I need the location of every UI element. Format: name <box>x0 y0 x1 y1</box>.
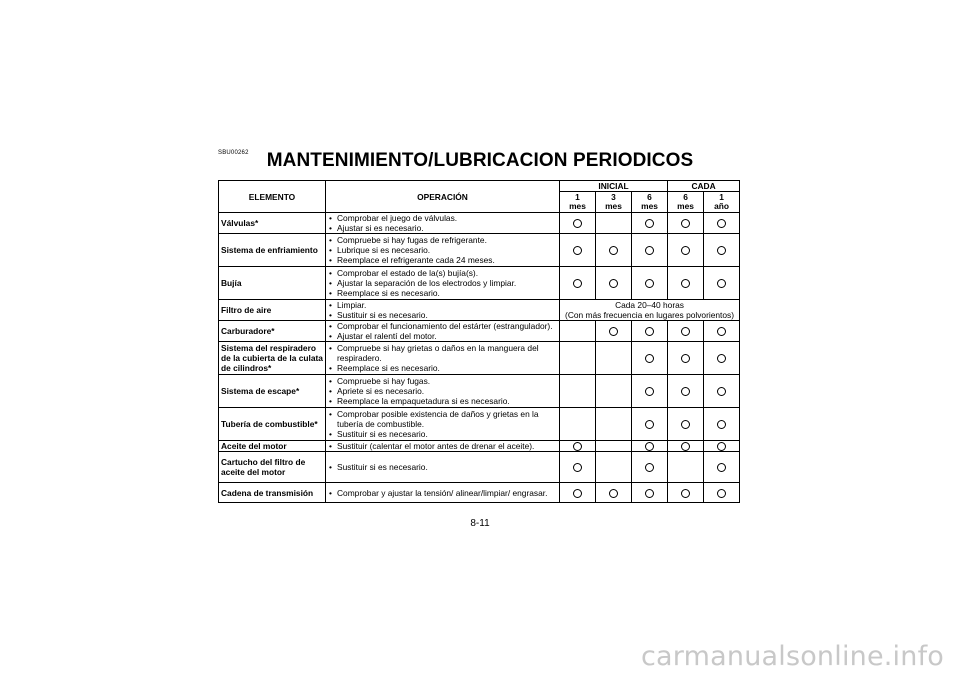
interval-cell <box>632 375 668 408</box>
element-cell: Carburadore* <box>219 321 326 342</box>
interval-cell <box>560 452 596 483</box>
circle-mark-icon <box>717 219 726 228</box>
circle-mark-icon <box>573 219 582 228</box>
circle-mark-icon <box>717 246 726 255</box>
operation-item: • Sustituir si es necesario. <box>328 462 559 472</box>
operation-item: • Sustituir (calentar el motor antes de drenar el aceite). <box>328 441 559 451</box>
operation-item: • Compruebe si hay fugas. <box>328 376 559 386</box>
interval-cell <box>668 321 704 342</box>
element-cell: Sistema del respiradero de la cubierta de la culata de cilindros* <box>219 342 326 375</box>
circle-mark-icon <box>717 279 726 288</box>
interval-cell <box>560 213 596 234</box>
interval-cell <box>560 234 596 267</box>
circle-mark-icon <box>681 387 690 396</box>
circle-mark-icon <box>645 327 654 336</box>
interval-note-line: (Con más frecuencia en lugares polvorientos) <box>565 310 735 320</box>
interval-cell <box>560 342 596 375</box>
page-title: MANTENIMIENTO/LUBRICACION PERIODICOS <box>266 150 694 171</box>
operation-cell <box>326 441 560 452</box>
circle-mark-icon <box>645 463 654 472</box>
operation-item: • Ajustar el ralentí del motor. <box>328 331 559 341</box>
operation-item: • Comprobar el juego de válvulas. <box>328 213 559 223</box>
interval-note-line: Cada 20–40 horas <box>615 300 684 310</box>
circle-mark-icon <box>645 489 654 498</box>
interval-cell <box>596 483 632 503</box>
interval-cell <box>668 408 704 441</box>
interval-cell <box>632 452 668 483</box>
operation-item: • Limpiar. <box>328 300 559 310</box>
interval-header: 1 año <box>704 192 740 213</box>
interval-cell <box>704 321 740 342</box>
circle-mark-icon <box>717 387 726 396</box>
operation-item: • Compruebe si hay grietas o daños en la manguera del respiradero. <box>328 343 559 363</box>
circle-mark-icon <box>609 279 618 288</box>
table-body <box>219 213 740 503</box>
operation-item: • Reemplace si es necesario. <box>328 363 559 373</box>
circle-mark-icon <box>645 387 654 396</box>
element-cell: Cartucho del filtro de aceite del motor <box>219 452 326 483</box>
interval-cell <box>560 483 596 503</box>
circle-mark-icon <box>645 420 654 429</box>
header-elemento: ELEMENTO <box>219 181 326 213</box>
circle-mark-icon <box>645 442 654 451</box>
circle-mark-icon <box>573 246 582 255</box>
interval-cell <box>704 342 740 375</box>
table-row <box>219 300 740 321</box>
table-row <box>219 213 740 234</box>
interval-cell <box>704 375 740 408</box>
table-row <box>219 375 740 408</box>
circle-mark-icon <box>609 327 618 336</box>
table-row <box>219 321 740 342</box>
watermark-text: carmanualsonline.info <box>641 641 944 672</box>
interval-cell <box>632 267 668 300</box>
interval-cell <box>704 213 740 234</box>
circle-mark-icon <box>717 354 726 363</box>
interval-cell <box>668 483 704 503</box>
interval-header: 6 mes <box>632 192 668 213</box>
operation-cell <box>326 213 560 234</box>
operation-item: • Ajustar la separación de los electrodos y limpiar. <box>328 278 559 288</box>
circle-mark-icon <box>609 489 618 498</box>
table-row <box>219 452 740 483</box>
header-cada: CADA <box>668 181 740 192</box>
operation-cell <box>326 342 560 375</box>
operation-item: • Comprobar el funcionamiento del estárter (estrangulador). <box>328 321 559 331</box>
operation-item: • Comprobar el estado de la(s) bujía(s). <box>328 268 559 278</box>
interval-cell <box>632 408 668 441</box>
interval-cell <box>632 234 668 267</box>
operation-item: • Compruebe si hay fugas de refrigerante. <box>328 235 559 245</box>
circle-mark-icon <box>681 489 690 498</box>
interval-header: 6 mes <box>668 192 704 213</box>
maintenance-table <box>218 180 740 503</box>
operation-cell <box>326 408 560 441</box>
interval-cell <box>560 375 596 408</box>
circle-mark-icon <box>573 489 582 498</box>
operation-cell <box>326 300 560 321</box>
interval-cell <box>704 267 740 300</box>
header-operacion: OPERACIÓN <box>326 181 560 213</box>
element-cell: Sistema de escape* <box>219 375 326 408</box>
interval-cell <box>668 213 704 234</box>
interval-cell <box>632 213 668 234</box>
interval-cell <box>560 267 596 300</box>
interval-cell <box>596 321 632 342</box>
interval-cell <box>596 234 632 267</box>
operation-item: • Reemplace el refrigerante cada 24 meses. <box>328 255 559 265</box>
interval-cell <box>704 234 740 267</box>
operation-cell <box>326 452 560 483</box>
element-cell: Válvulas* <box>219 213 326 234</box>
table-row <box>219 441 740 452</box>
interval-cell <box>596 342 632 375</box>
circle-mark-icon <box>717 327 726 336</box>
table-row <box>219 342 740 375</box>
interval-cell <box>704 452 740 483</box>
interval-cell <box>668 234 704 267</box>
operation-item: • Reemplace la empaquetadura si es necesario. <box>328 396 559 406</box>
circle-mark-icon <box>573 279 582 288</box>
interval-note <box>560 300 740 321</box>
page-number: 8-11 <box>470 518 490 529</box>
element-cell: Bujía <box>219 267 326 300</box>
operation-item: • Apriete si es necesario. <box>328 386 559 396</box>
interval-cell <box>560 321 596 342</box>
interval-cell <box>560 408 596 441</box>
circle-mark-icon <box>681 279 690 288</box>
circle-mark-icon <box>573 463 582 472</box>
circle-mark-icon <box>645 219 654 228</box>
circle-mark-icon <box>717 442 726 451</box>
operation-cell <box>326 321 560 342</box>
interval-header: 1 mes <box>560 192 596 213</box>
header-inicial: INICIAL <box>560 181 668 192</box>
operation-item: • Comprobar posible existencia de daños y grietas en la tubería de combustible. <box>328 409 559 429</box>
interval-cell <box>668 452 704 483</box>
circle-mark-icon <box>681 219 690 228</box>
table-row <box>219 267 740 300</box>
interval-cell <box>668 342 704 375</box>
interval-cell <box>596 375 632 408</box>
interval-cell <box>560 441 596 452</box>
operation-item: • Sustituir si es necesario. <box>328 310 559 320</box>
interval-cell <box>596 441 632 452</box>
interval-cell <box>704 441 740 452</box>
operation-item: • Lubrique si es necesario. <box>328 245 559 255</box>
circle-mark-icon <box>717 420 726 429</box>
interval-cell <box>704 408 740 441</box>
circle-mark-icon <box>717 489 726 498</box>
interval-header: 3 mes <box>596 192 632 213</box>
circle-mark-icon <box>681 327 690 336</box>
document-code: SBU00262 <box>218 150 249 156</box>
operation-item: • Sustituir si es necesario. <box>328 429 559 439</box>
element-cell: Tubería de combustible* <box>219 408 326 441</box>
element-cell: Filtro de aire <box>219 300 326 321</box>
interval-cell <box>668 375 704 408</box>
interval-cell <box>596 267 632 300</box>
interval-cell <box>632 441 668 452</box>
interval-cell <box>596 213 632 234</box>
circle-mark-icon <box>645 246 654 255</box>
element-cell: Aceite del motor <box>219 441 326 452</box>
interval-cell <box>632 321 668 342</box>
interval-cell <box>668 441 704 452</box>
circle-mark-icon <box>681 354 690 363</box>
interval-cell <box>596 452 632 483</box>
operation-cell <box>326 234 560 267</box>
element-cell: Cadena de transmisión <box>219 483 326 503</box>
circle-mark-icon <box>645 279 654 288</box>
circle-mark-icon <box>717 463 726 472</box>
circle-mark-icon <box>609 246 618 255</box>
circle-mark-icon <box>681 442 690 451</box>
operation-cell <box>326 483 560 503</box>
table-row <box>219 483 740 503</box>
circle-mark-icon <box>645 354 654 363</box>
interval-cell <box>632 342 668 375</box>
operation-item: • Comprobar y ajustar la tensión/ alinear/limpiar/ engrasar. <box>328 488 559 498</box>
operation-item: • Ajustar si es necesario. <box>328 223 559 233</box>
interval-cell <box>668 267 704 300</box>
circle-mark-icon <box>681 420 690 429</box>
operation-cell <box>326 375 560 408</box>
element-cell: Sistema de enfriamiento <box>219 234 326 267</box>
interval-cell <box>704 483 740 503</box>
table-row <box>219 234 740 267</box>
circle-mark-icon <box>681 246 690 255</box>
operation-item: • Reemplace si es necesario. <box>328 288 559 298</box>
table-row <box>219 408 740 441</box>
circle-mark-icon <box>573 442 582 451</box>
operation-cell <box>326 267 560 300</box>
interval-cell <box>596 408 632 441</box>
interval-cell <box>632 483 668 503</box>
